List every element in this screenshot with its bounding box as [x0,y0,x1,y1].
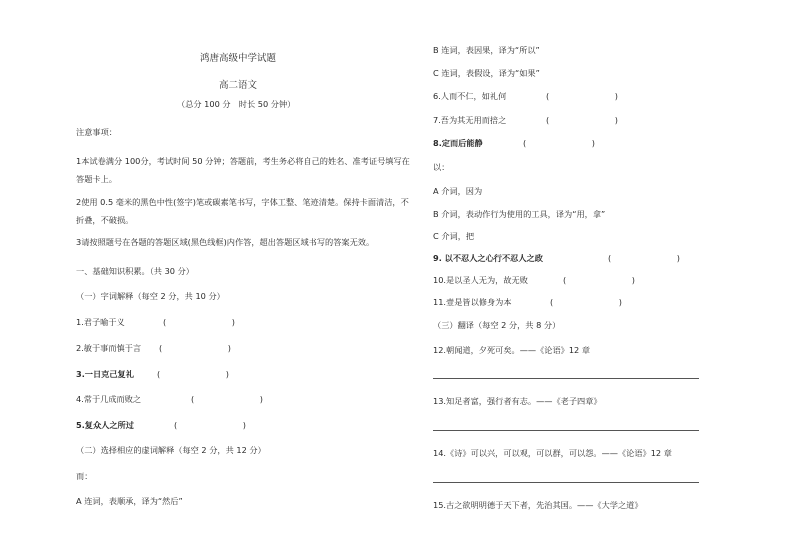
answer-blank-2[interactable]: ( ) [159,343,231,353]
part3-heading: （三）翻译（每空 2 分，共 8 分） [433,320,561,330]
answer-blank-4[interactable]: ( ) [191,394,263,404]
question-9: 9. 以不忍人之心行不忍人之政 [433,253,543,263]
question-5: 5.复众人之所过 [76,420,134,430]
question-3: 3.一日克己复礼 [76,369,134,379]
question-4: 4.常于几成而败之 [76,394,142,404]
note-item-3: 3请按照题号在各题的答题区域(黑色线框)内作答，超出答题区域书写的答案无效。 [76,237,375,247]
answer-line-12[interactable] [433,378,699,379]
answer-blank-3[interactable]: ( ) [157,369,229,379]
note-item-1: 1本试卷满分 100分，考试时间 50 分钟；答题前，考生务必将自己的姓名、准考证号填写在答题卡上。 [76,156,410,184]
question-15: 15.古之欲明明德于天下者，先治其国。——《大学之道》 [433,500,643,510]
question-1: 1.君子喻于义 [76,317,125,327]
part1-heading: （一）字词解释（每空 2 分，共 10 分） [76,291,225,301]
note-item-2: 2使用 0.5 毫米的黑色中性(签字)笔或碳素笔书写，字体工整、笔迹清楚。保持卡面清洁，不折叠，不破损。 [76,197,409,225]
question-12: 12.朝闻道，夕死可矣。——《论语》12 章 [433,345,591,355]
yi-label: 以： [433,162,450,172]
school-title: 鸿唐高级中学试题 [200,53,277,64]
question-2: 2.敏于事而慎于言 [76,343,142,353]
yi-option-b: B 介词，表动作行为使用的工具，译为“用，拿” [433,209,606,219]
question-11: 11.壹是皆以修身为本 [433,297,512,307]
part2-heading: （二）选择相应的虚词解释（每空 2 分，共 12 分） [76,445,266,455]
er-option-a: A 连词，表顺承，译为“然后” [76,496,183,506]
question-13: 13.知足者富，强行者有志。——《老子四章》 [433,396,602,406]
answer-blank-8[interactable]: ( ) [523,138,595,148]
score-time: （总分 100 分 时长 50 分钟） [177,99,296,109]
subject-title: 高二语文 [219,80,258,91]
yi-option-a: A 介词，因为 [433,186,483,196]
er-option-c: C 连词，表假设，译为“如果” [433,68,540,78]
er-option-b: B 连词，表因果，译为“所以” [433,45,540,55]
answer-blank-10[interactable]: ( ) [563,275,635,285]
question-7: 7.吾为其无用而掊之 [433,115,507,125]
question-6: 6.人而不仁，如礼何 [433,91,507,101]
notes-heading: 注意事项： [76,127,117,137]
answer-blank-9[interactable]: ( ) [608,253,680,263]
question-10: 10.是以圣人无为，故无败 [433,275,528,285]
yi-option-c: C 介词，把 [433,231,475,241]
answer-line-13[interactable] [433,430,699,431]
er-label: 而： [76,471,93,481]
answer-blank-6[interactable]: ( ) [546,91,618,101]
answer-blank-5[interactable]: ( ) [174,420,246,430]
question-8: 8.定而后能静 [433,138,483,148]
answer-blank-11[interactable]: ( ) [550,297,622,307]
answer-line-14[interactable] [433,482,699,483]
question-14: 14.《诗》可以兴，可以观，可以群，可以怨。——《论语》12 章 [433,448,672,458]
answer-blank-1[interactable]: ( ) [163,317,235,327]
answer-blank-7[interactable]: ( ) [546,115,618,125]
section1-heading: 一、基础知识积累。（共 30 分） [76,266,194,276]
